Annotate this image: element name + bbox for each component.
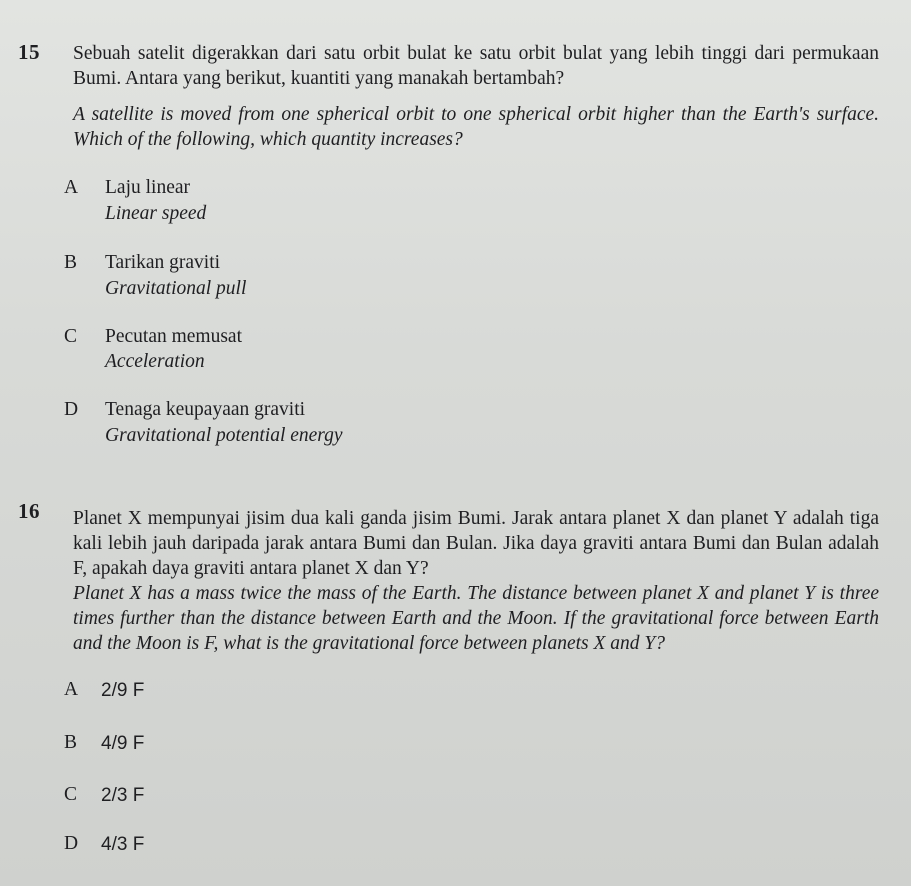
q16-option-a-letter[interactable]: A (64, 679, 79, 700)
question-15-number: 15 (18, 40, 40, 64)
q16-option-d-letter[interactable]: D (64, 833, 79, 854)
q15-option-c-malay: Pecutan memusat (105, 326, 243, 347)
q15-option-d-english: Gravitational potential energy (105, 425, 343, 446)
q16-option-a-value: 2/9 F (101, 680, 145, 701)
question-15-stem-malay: Sebuah satelit digerakkan dari satu orbit bulat ke satu orbit bulat yang lebih tinggi dari permukaan Bumi. Antara yang berikut, kuantiti yang manakah bertambah? (73, 43, 879, 89)
question-16-stem-malay: Planet X mempunyai jisim dua kali ganda jisim Bumi. Jarak antara planet X dan planet Y adalah tiga kali lebih jauh daripada jarak antara Bumi dan Bulan. Jika daya graviti antara Bumi dan Bulan adalah F, apakah daya graviti antara planet X dan Y? (73, 508, 879, 579)
q15-option-b-malay: Tarikan graviti (105, 252, 221, 273)
q16-option-d-value: 4/3 F (101, 834, 145, 855)
question-16-stem-english: Planet X has a mass twice the mass of the Earth. The distance between planet X and planet Y is three times further than the distance between Earth and the Moon. If the gravitational force between Earth and the Moon is F, what is the gravitational force between planets X and Y? (73, 583, 879, 654)
q15-option-b-letter[interactable]: B (64, 252, 78, 273)
q15-option-d-malay: Tenaga keupayaan graviti (105, 399, 306, 420)
q16-option-c-letter[interactable]: C (64, 784, 78, 805)
q16-option-c-value: 2/3 F (101, 785, 145, 806)
q15-option-a-english: Linear speed (105, 203, 207, 224)
q16-option-b-letter[interactable]: B (64, 732, 78, 753)
question-16-number: 16 (18, 499, 40, 523)
question-15-stem-english: A satellite is moved from one spherical orbit to one spherical orbit higher than the Earth's surface. Which of the following, which quantity increases? (73, 104, 879, 150)
q15-option-c-letter[interactable]: C (64, 326, 78, 347)
q15-option-d-letter[interactable]: D (64, 399, 79, 420)
q16-option-b-value: 4/9 F (101, 733, 145, 754)
q15-option-a-malay: Laju linear (105, 177, 190, 198)
q15-option-a-letter[interactable]: A (64, 177, 79, 198)
q15-option-c-english: Acceleration (105, 351, 205, 372)
q15-option-b-english: Gravitational pull (105, 278, 247, 299)
